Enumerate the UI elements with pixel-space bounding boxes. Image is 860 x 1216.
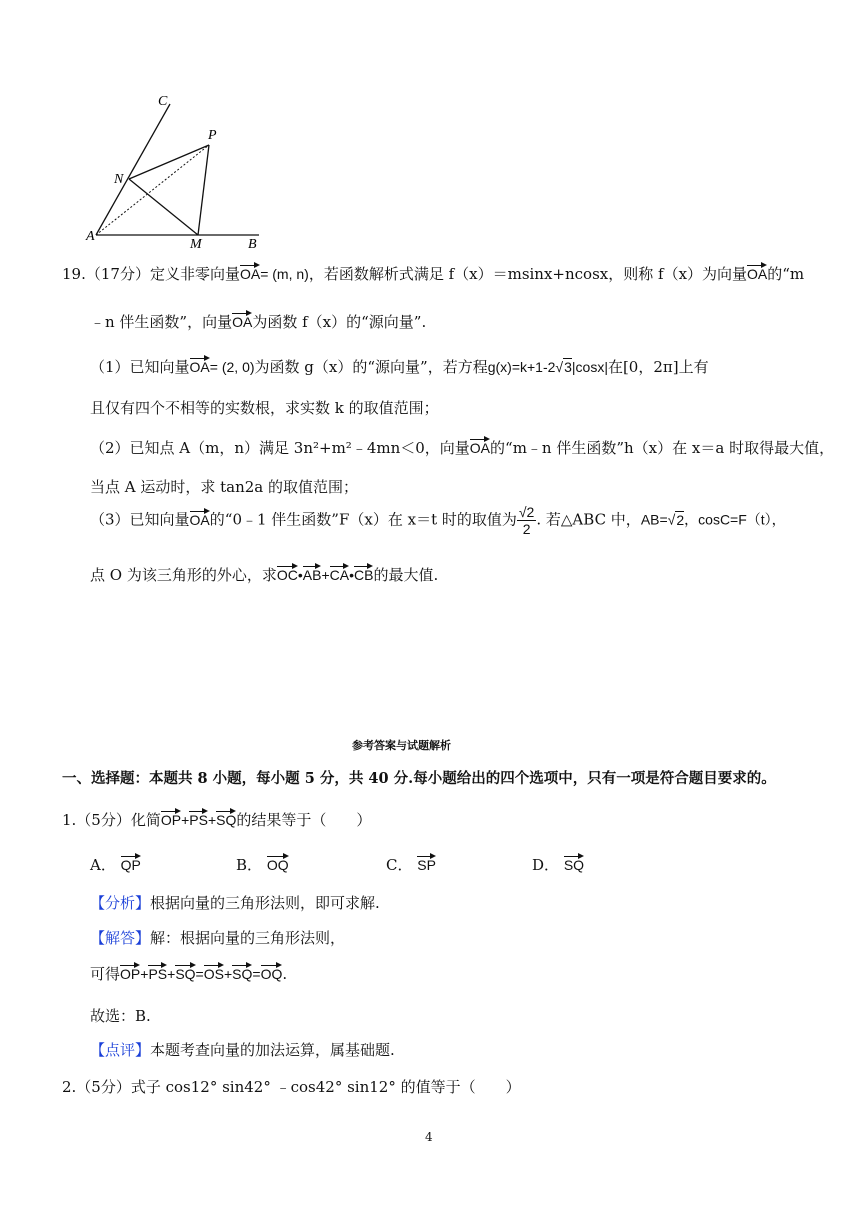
q19-eq-mn: = (m, n) bbox=[260, 266, 309, 282]
q19-part1-line2 bbox=[90, 397, 439, 418]
vector-cb: CB bbox=[354, 563, 373, 583]
ray-ac bbox=[96, 104, 170, 235]
q19-p2a: （2）已知点 A（m，n）满足 3n²+m²﹣4mn＜0，向量 bbox=[90, 439, 470, 457]
q19-def1b: 的“m bbox=[767, 265, 805, 283]
q19-line1 bbox=[62, 262, 804, 284]
vector-oa: OA bbox=[747, 262, 767, 282]
q1-option-d: D． SQ bbox=[532, 853, 584, 875]
fraction-num: √2 bbox=[518, 504, 535, 520]
q1-option-b: B． OQ bbox=[236, 853, 289, 875]
q1-option-c: C． SP bbox=[386, 853, 436, 875]
section-heading: 一、选择题：本题共 8 小题，每小题 5 分，共 40 分.每小题给出的四个选项中，只有一项是符合题目要求的。 bbox=[62, 770, 776, 787]
q1-question: 1.（5分）化简OP+PS+SQ的结果等于（ ） bbox=[62, 808, 371, 830]
vector-oc: OC bbox=[277, 563, 298, 583]
q2-question: 2.（5分）式子 cos12° sin42° ﹣cos42° sin12° 的值等于（ ） bbox=[62, 1078, 521, 1096]
q19-p3a: （3）已知向量 bbox=[90, 510, 190, 529]
vector-op: OP bbox=[161, 808, 181, 828]
q19-p3c: . 若△ABC 中， bbox=[536, 510, 641, 529]
q19-def1: ，若函数解析式满足 f（x）＝msinx+ncosx，则称 f（x）为向量 bbox=[308, 265, 748, 283]
q1-analysis: 【分析】根据向量的三角形法则，即可求解. bbox=[90, 894, 380, 912]
q19-p2b: 的“m﹣n 伴生函数”h（x）在 x＝a 时取得最大值， bbox=[490, 439, 835, 457]
q19-def2b: 为函数 f（x）的“源向量”. bbox=[252, 313, 427, 331]
q19-p1b: 为函数 g（x）的“源向量”，若方程 bbox=[254, 358, 488, 376]
segment-pm bbox=[198, 145, 209, 235]
q19-p1d: 且仅有四个不相等的实数根，求实数 k 的取值范围； bbox=[90, 399, 439, 417]
fraction-den: 2 bbox=[522, 521, 531, 537]
segment-ap-dotted bbox=[96, 145, 209, 235]
analysis-tag: 【分析】 bbox=[90, 894, 151, 912]
vector-oa: OA bbox=[190, 508, 210, 528]
q1-derivation: 可得OP+PS+SQ=OS+SQ=OQ. bbox=[90, 962, 287, 984]
segment-np bbox=[129, 145, 209, 179]
q19-part2-line1 bbox=[90, 436, 834, 458]
vector-ab: AB bbox=[303, 563, 322, 583]
q1-comment: 【点评】本题考查向量的加法运算，属基础题. bbox=[90, 1041, 395, 1059]
option-vector: SQ bbox=[564, 853, 584, 873]
comment-tag: 【点评】 bbox=[90, 1041, 151, 1059]
q1-option-a: A． QP bbox=[90, 853, 141, 875]
vector-ps: PS bbox=[189, 808, 208, 828]
vector-oa: OA bbox=[240, 262, 260, 282]
q1-tail: 的结果等于（ ） bbox=[236, 811, 372, 829]
q19-p3d: 点 O 为该三角形的外心，求 bbox=[90, 566, 277, 584]
geometry-figure bbox=[84, 92, 269, 252]
q19-p1a: （1）已知向量 bbox=[90, 358, 190, 376]
vector-ca: CA bbox=[330, 563, 349, 583]
label-b: B bbox=[248, 237, 257, 252]
option-vector: QP bbox=[121, 853, 141, 873]
segment-nm bbox=[129, 179, 198, 235]
answer-title: 参考答案与试题解析 bbox=[352, 739, 451, 752]
q1-head: 1.（5分）化简 bbox=[62, 811, 161, 829]
option-vector: OQ bbox=[267, 853, 289, 873]
vector-oa: OA bbox=[232, 310, 252, 330]
vector-oa: OA bbox=[470, 436, 490, 456]
q19-p3-ab-sqrt: 2 bbox=[676, 511, 685, 528]
solution-tag: 【解答】 bbox=[90, 929, 151, 947]
q19-p2c: 当点 A 运动时，求 tan2a 的取值范围； bbox=[90, 478, 359, 496]
q19-part2-line2 bbox=[90, 476, 358, 497]
q19-p1-gx: g(x)=k+1-2 bbox=[487, 359, 556, 375]
q19-line2 bbox=[90, 310, 426, 332]
vector-sq: SQ bbox=[216, 808, 236, 828]
q19-part3-line1: （3）已知向量OA的“0﹣1 伴生函数”F（x）在 x＝t 时的取值为 $\frac{√2}{2}$ . 若△ABC 中，AB=√2，cosC=F（t）， bbox=[90, 504, 786, 537]
q19-p1-sqrt: 3 bbox=[564, 359, 572, 375]
q19-part3-line2: 点 O 为该三角形的外心，求OC•AB+CA•CB的最大值. bbox=[90, 563, 438, 585]
q19-part1-line1: （1）已知向量OA= (2, 0)为函数 g（x）的“源向量”，若方程g(x)=k+1-2√3|cosx|在[0，2π]上有 bbox=[90, 355, 709, 377]
q19-p1-abs: |cosx| bbox=[571, 359, 608, 375]
option-vector: SP bbox=[417, 853, 436, 873]
q1-choice: 故选：B. bbox=[90, 1007, 151, 1025]
q19-p3b: 的“0﹣1 伴生函数”F（x）在 x＝t 时的取值为 bbox=[209, 510, 517, 529]
label-p: P bbox=[208, 128, 217, 143]
vector-oa: OA bbox=[190, 355, 210, 375]
q19-p3-cos: ，cosC=F（t）， bbox=[684, 511, 786, 528]
label-m: M bbox=[190, 237, 202, 252]
q19-p3e: 的最大值. bbox=[373, 566, 439, 584]
page-number: 4 bbox=[425, 1130, 433, 1144]
fraction-sqrt2-over-2 bbox=[517, 504, 536, 537]
q19-p1c: 在[0，2π]上有 bbox=[607, 358, 709, 376]
q19-p3-ab: AB= bbox=[640, 511, 668, 528]
label-n: N bbox=[114, 172, 124, 187]
q19-p1-eq: = (2, 0) bbox=[209, 359, 255, 375]
q19-def2a: ﹣n 伴生函数”，向量 bbox=[90, 313, 233, 331]
q19-head: 19.（17分）定义非零向量 bbox=[62, 265, 240, 283]
q1-solution: 【解答】解：根据向量的三角形法则， bbox=[90, 929, 346, 947]
label-c: C bbox=[158, 94, 168, 109]
label-a: A bbox=[86, 229, 95, 244]
